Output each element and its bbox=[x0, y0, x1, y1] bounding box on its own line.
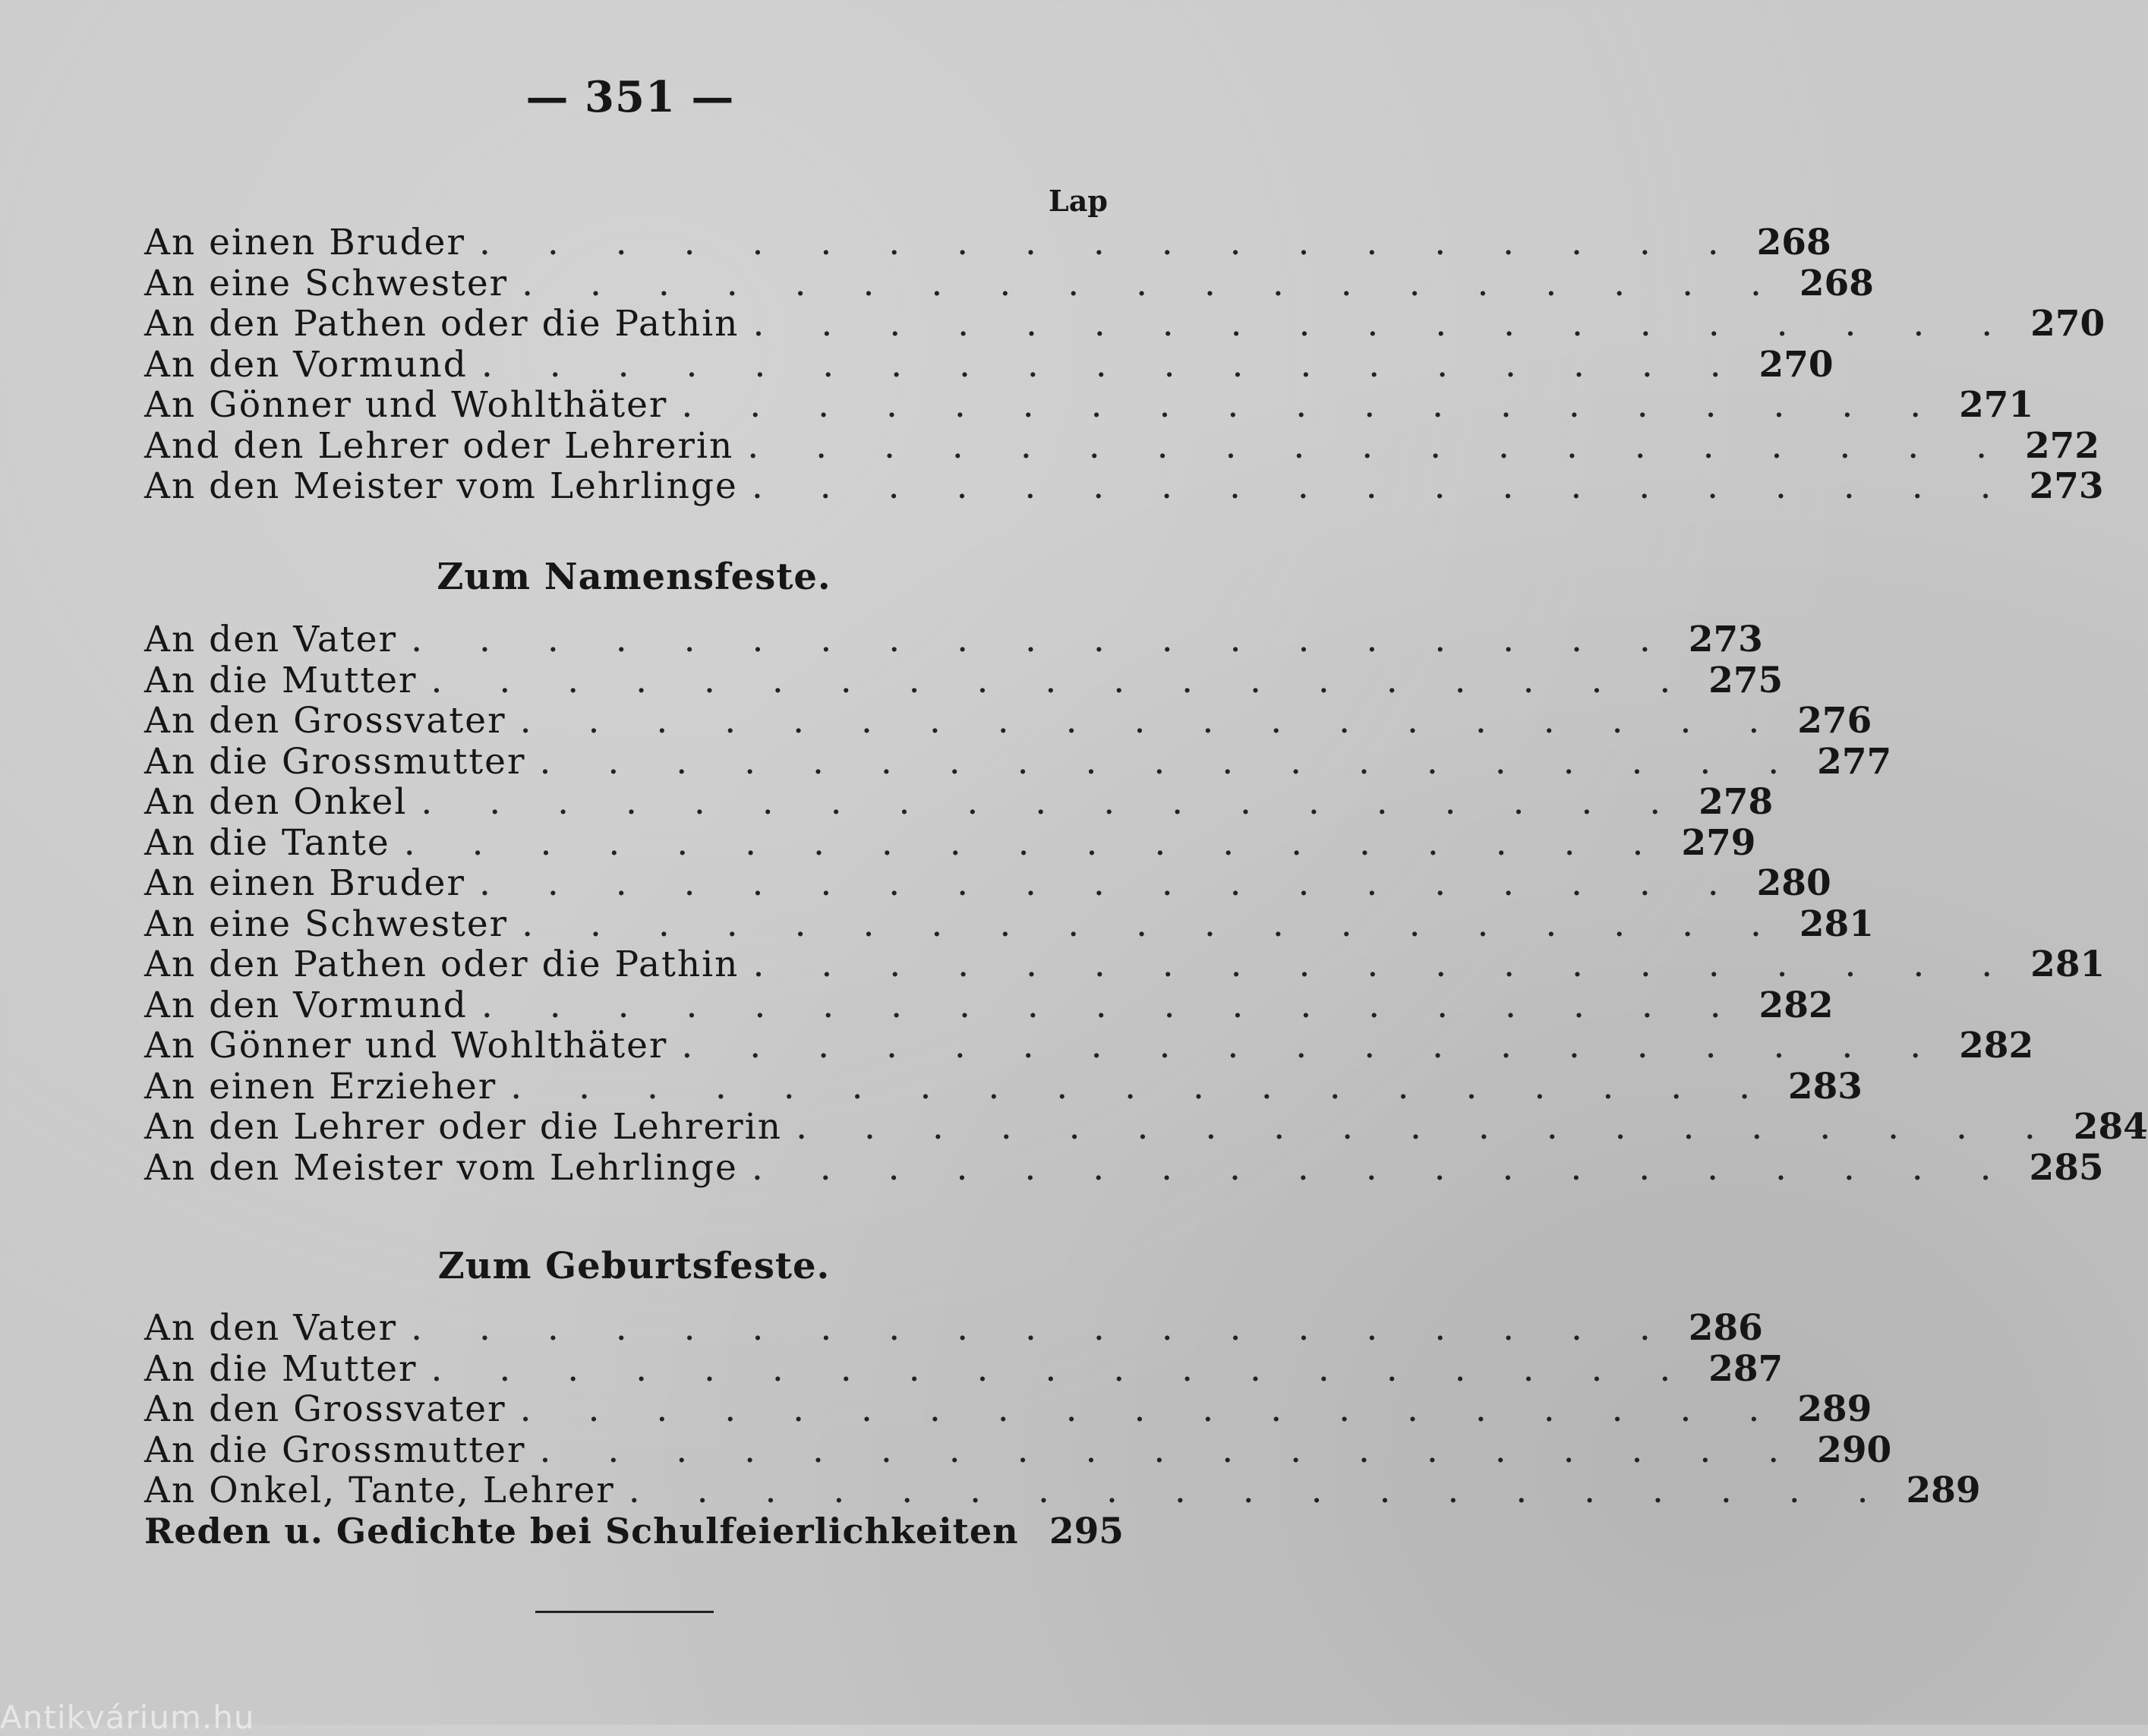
toc-entry: An den Vormund . . . . . . . . . . . . . . . . . . . 270 bbox=[144, 343, 1834, 386]
toc-entry: An den Pathen oder die Pathin . . . . . . . . . . . . . . . . . . . 270 bbox=[144, 303, 2105, 345]
toc-entry: An Gönner und Wohlthäter . . . . . . . . . . . . . . . . . . . 271 bbox=[144, 384, 2034, 426]
toc-entry: An die Tante . . . . . . . . . . . . . . . . . . . 279 bbox=[144, 821, 1756, 864]
section-heading-namensfeste: Zum Namensfeste. bbox=[437, 556, 831, 598]
toc-entry: An den Vormund . . . . . . . . . . . . . . . . . . . 282 bbox=[144, 984, 1834, 1026]
toc-entry: An einen Bruder . . . . . . . . . . . . . . . . . . . 268 bbox=[144, 222, 1831, 263]
toc-entry: An den Vater . . . . . . . . . . . . . . . . . . . 286 bbox=[144, 1307, 1763, 1349]
toc-entry: An die Mutter . . . . . . . . . . . . . . . . . . . 287 bbox=[144, 1347, 1784, 1390]
toc-entry: An eine Schwester . . . . . . . . . . . . . . . . . . . 281 bbox=[144, 903, 1874, 945]
toc-entry: An den Vater . . . . . . . . . . . . . . . . . . . 273 bbox=[144, 619, 1763, 660]
page-column-header: Lap bbox=[1049, 184, 1108, 218]
toc-entry: An den Lehrer oder die Lehrerin . . . . . . . . . . . . . . . . . . . 284 bbox=[144, 1106, 2148, 1148]
toc-entry: An den Grossvater . . . . . . . . . . . . . . . . . . . 289 bbox=[144, 1388, 1872, 1430]
toc-entry: An einen Erzieher . . . . . . . . . . . . . . . . . . . 283 bbox=[144, 1065, 1863, 1107]
toc-section-continued bbox=[144, 222, 2105, 507]
toc-entry: An den Grossvater . . . . . . . . . . . . . . . . . . . 276 bbox=[144, 700, 1872, 742]
toc-entry: An die Grossmutter . . . . . . . . . . . . . . . . . . . 277 bbox=[144, 740, 1892, 783]
toc-entry: An die Grossmutter . . . . . . . . . . . . . . . . . . . 290 bbox=[144, 1429, 1892, 1471]
toc-entry: An eine Schwester . . . . . . . . . . . . . . . . . . . 268 bbox=[144, 262, 1874, 304]
toc-section-geburtsfeste bbox=[144, 1307, 1981, 1552]
toc-entry: An den Meister vom Lehrlinge . . . . . . . . . . . . . . . . . . . 285 bbox=[144, 1146, 2104, 1189]
toc-section-namensfeste bbox=[144, 619, 2148, 1189]
toc-entry: An den Onkel . . . . . . . . . . . . . . . . . . . 278 bbox=[144, 781, 1774, 823]
toc-entry: And den Lehrer oder Lehrerin . . . . . . . . . . . . . . . . . . . 272 bbox=[144, 424, 2100, 467]
page-number: — 351 — bbox=[525, 72, 735, 122]
toc-entry: An die Mutter . . . . . . . . . . . . . . . . . . . 275 bbox=[144, 659, 1784, 701]
toc-entry: An den Meister vom Lehrlinge . . . . . . . . . . . . . . . . . . . 273 bbox=[144, 465, 2104, 507]
toc-entry: An einen Bruder . . . . . . . . . . . . . . . . . . . 280 bbox=[144, 862, 1831, 904]
toc-entry: An den Pathen oder die Pathin . . . . . . . . . . . . . . . . . . . 281 bbox=[144, 944, 2105, 985]
closing-rule bbox=[535, 1611, 714, 1613]
watermark: Antikvárium.hu bbox=[0, 1699, 255, 1736]
toc-entry: An Gönner und Wohlthäter . . . . . . . . . . . . . . . . . . . 282 bbox=[144, 1025, 2034, 1066]
toc-entry: Reden u. Gedichte bei Schulfeierlichkeiten 295 bbox=[144, 1510, 1124, 1552]
section-heading-geburtsfeste: Zum Geburtsfeste. bbox=[437, 1245, 831, 1287]
toc-entry: An Onkel, Tante, Lehrer . . . . . . . . . . . . . . . . . . . 289 bbox=[144, 1470, 1981, 1511]
